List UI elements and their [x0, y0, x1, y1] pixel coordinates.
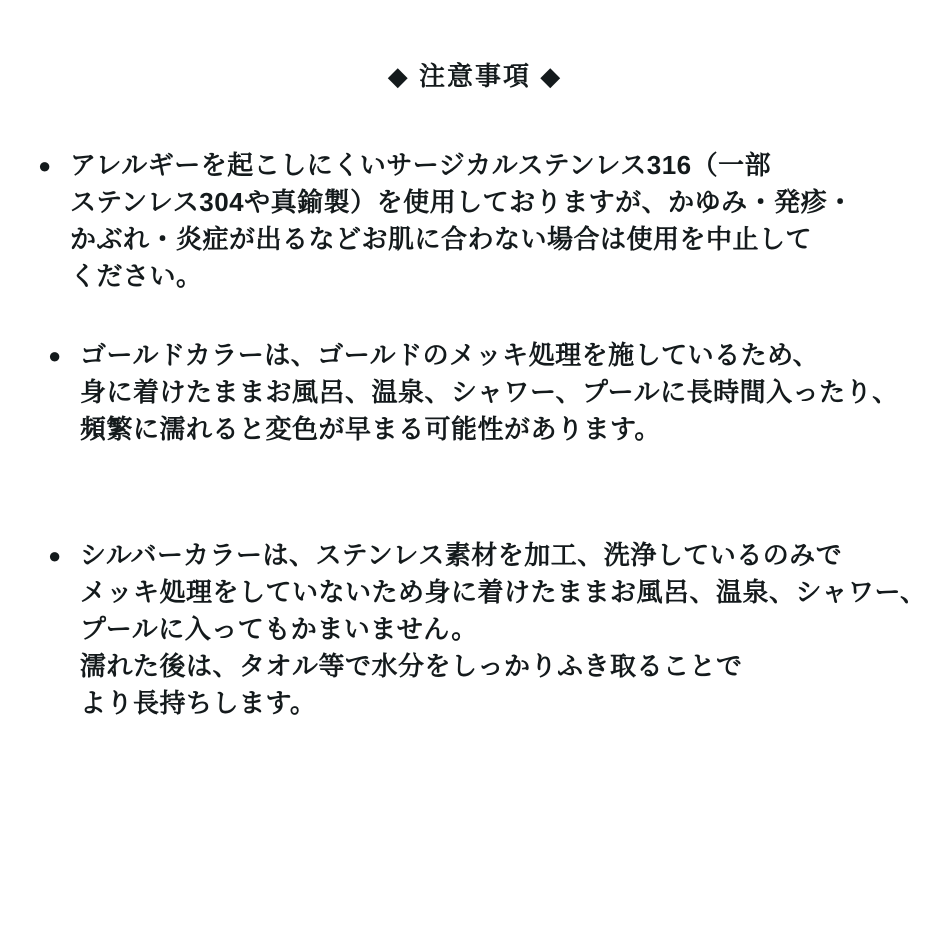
note-line: シルバーカラーは、ステンレス素材を加工、洗浄しているのみで [80, 540, 843, 570]
note-line: ゴールドカラーは、ゴールドのメッキ処理を施しているため、 [80, 340, 820, 370]
note-text [80, 537, 930, 722]
note-text [70, 147, 930, 295]
note-line: アレルギーを起こしにくいサージカルステンレス316（一部 [70, 150, 772, 180]
note-line: 身に着けたままお風呂、温泉、シャワー、プールに長時間入ったり、 [80, 377, 899, 407]
bullet-icon: ● [38, 153, 52, 178]
bullet-icon: ● [48, 343, 62, 368]
note-item-allergy [38, 147, 930, 295]
note-line: かぶれ・炎症が出るなどお肌に合わない場合は使用を中止して [70, 224, 813, 254]
notes-list [0, 147, 950, 722]
note-line: 濡れた後は、タオル等で水分をしっかりふき取ることで [80, 651, 743, 681]
note-text [80, 337, 930, 448]
note-line: 頻繁に濡れると変色が早まる可能性があります。 [80, 414, 661, 444]
note-line: ください。 [70, 261, 203, 291]
note-item-silver-color [48, 537, 930, 722]
page-title: ◆ 注意事項 ◆ [387, 61, 563, 91]
note-item-gold-color [48, 337, 930, 448]
note-line: メッキ処理をしていないため身に着けたままお風呂、温泉、シャワー、 [80, 577, 927, 607]
note-line: プールに入ってもかまいません。 [80, 614, 478, 644]
note-line: より長持ちします。 [80, 688, 317, 718]
bullet-icon: ● [48, 543, 62, 568]
note-line: ステンレス304や真鍮製）を使用しておりますが、かゆみ・発疹・ [70, 187, 854, 217]
